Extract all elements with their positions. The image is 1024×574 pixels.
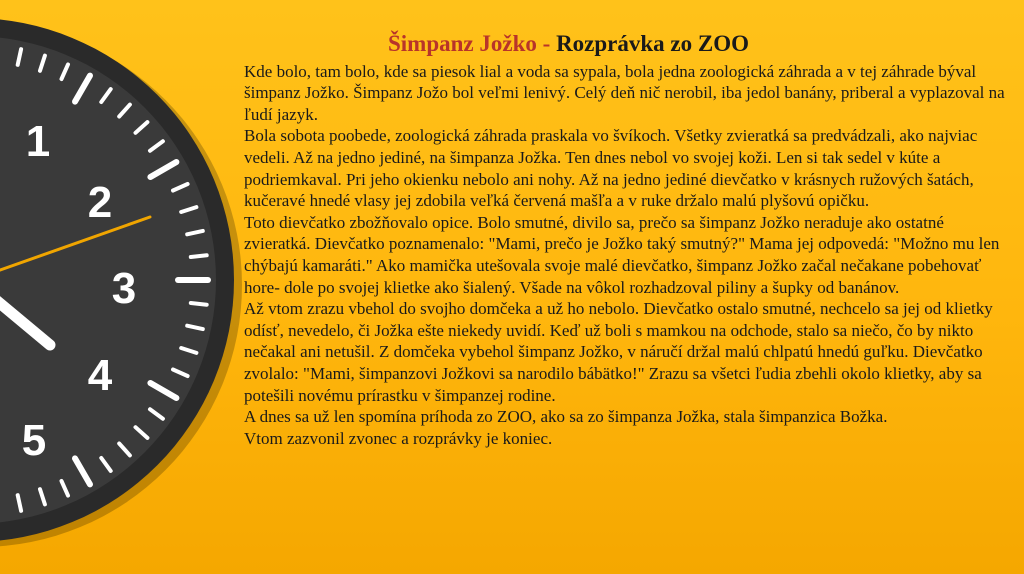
story-paragraph-6: Vtom zazvonil zvonec a rozprávky je koniec. [244, 428, 553, 448]
clock-decoration [0, 0, 260, 574]
slide-content [244, 30, 1014, 449]
title-separator: - [536, 31, 557, 56]
story-paragraph-4: Až vtom zrazu vbehol do svojho domčeka a už ho nebolo. Dievčatko ostalo smutné, nechcelo sa jej od klietky odísť, nevedelo, či Jožka ešte niekedy uvidí. Keď už boli s mamkou na odchode, stalo sa niečo, čo by nikto nečakal ani netušil. Z domčeka vybehol šimpanz Jožko, v náručí držal malú chlpatú hnedú guľku. Dievčatko zvolalo: "Mami, šimpanzovi Jožkovi sa narodilo bábätko!" Zrazu sa všetci ľudia zbehli okolo klietky, aby sa potešili novému prírastku v šimpanzej rodine. [244, 299, 993, 405]
title-name: Šimpanz Jožko [388, 31, 537, 56]
clock-graphic [0, 0, 260, 574]
clock-minute-tick [191, 255, 207, 257]
story-paragraph-2: Bola sobota poobede, zoologická záhrada praskala vo švíkoch. Všetky zvieratká sa predvádzali, ako najviac vedeli. Až na jedno jediné, na šimpanza Jožka. Ten dnes nebol vo svojej koži. Len si tak sedel v kúte a podriemkaval. Pri jeho okienku nebolo ani nohy. Až na jedno jediné dievčatko v krásnych ružových šatách, kučeravé hnedé vlasy jej zdobila veľká červená mašľa a v ruke držalo malú plyšovú opičku. [244, 126, 978, 211]
clock-numeral-3: 3 [111, 264, 137, 313]
clock-minute-tick [191, 303, 207, 305]
clock-numeral-5: 5 [21, 416, 47, 465]
clock-numeral-1: 1 [25, 117, 51, 166]
story-paragraph-5: A dnes sa už len spomína príhoda zo ZOO, ako sa zo šimpanza Jožka, stala šimpanzica Božka. [244, 407, 888, 427]
slide-title [388, 30, 1014, 58]
title-subtitle: Rozprávka zo ZOO [556, 31, 750, 56]
story-paragraph-1: Kde bolo, tam bolo, kde sa piesok lial a voda sa sypala, bola jedna zoologická záhrada a v tej záhrade býval šimpanz Jožko. Šimpanz Jožo bol veľmi lenivý. Celý deň nič nerobil, iba jedol banány, priberal a vyplazoval na ľudí jazyk. [244, 61, 1005, 124]
clock-numeral-4: 4 [87, 351, 113, 400]
clock-numeral-2: 2 [87, 178, 113, 227]
story-text [244, 61, 1014, 450]
story-paragraph-3: Toto dievčatko zbožňovalo opice. Bolo smutné, divilo sa, prečo sa šimpanz Jožko neraduje ako ostatné zvieratká. Dievčatko poznamenalo: "Mami, prečo je Jožko taký smutný?" Mama jej odpovedá: "Možno mu len chýbajú kamaráti." Ako mamička utešovala svoje malé dievčatko, šimpanz Jožko začal nečakane pobehovať hore- dole po svojej klietke ako šialený. Všade na vôkol rozhadzoval piliny a šupky od banánov. [244, 212, 1000, 297]
